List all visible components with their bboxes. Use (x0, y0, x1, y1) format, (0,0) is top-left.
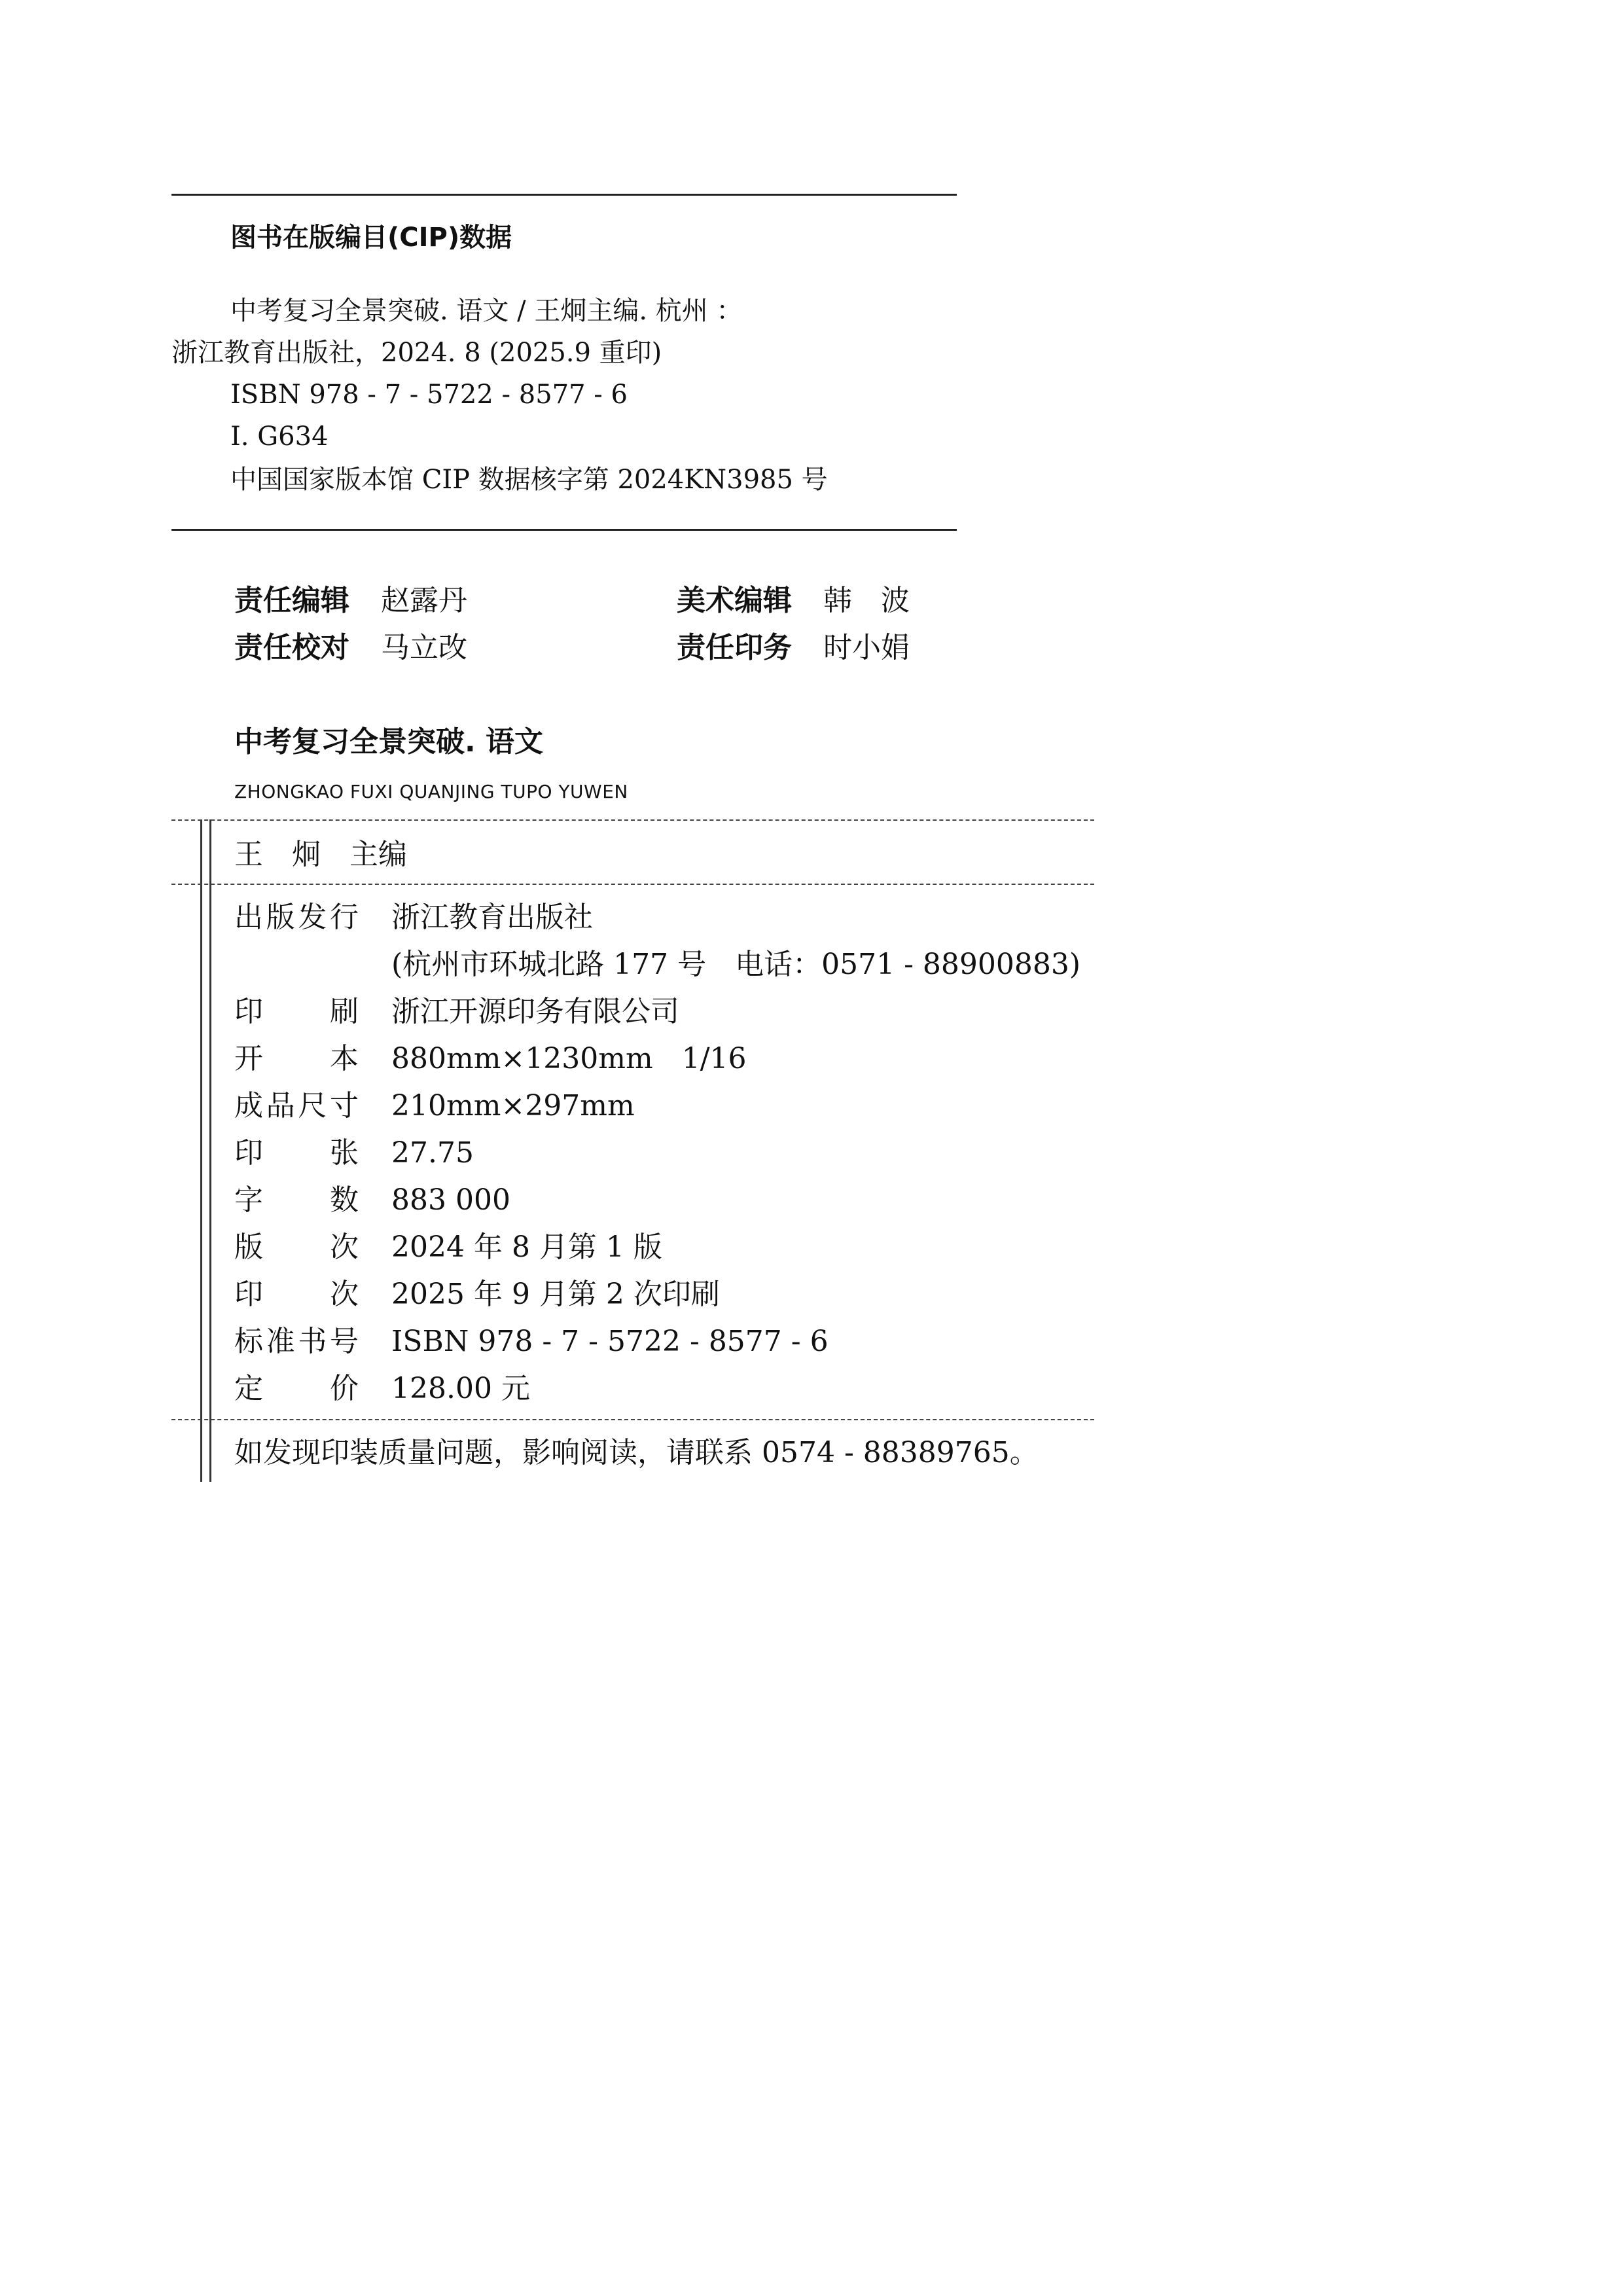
detail-label: 成品尺寸 (234, 1089, 359, 1122)
detail-label: 版 次 (234, 1230, 359, 1264)
detail-label: 印 张 (234, 1136, 359, 1170)
cip-heading: 图书在版编目(CIP)数据 (230, 223, 512, 253)
detail-value: 2024 年 8 月第 1 版 (391, 1230, 662, 1264)
cip-verification: 中国国家版本馆 CIP 数据核字第 2024KN3985 号 (230, 465, 828, 495)
detail-row-price (234, 1371, 530, 1407)
cip-top-rule (171, 194, 957, 196)
detail-row-isbn (234, 1323, 829, 1360)
detail-row-printer (234, 994, 679, 1030)
editor-role: 责任校对 (234, 631, 349, 664)
detail-row-address (234, 946, 1080, 983)
editor-role: 责任印务 (677, 631, 792, 664)
editor-name: 赵露丹 (381, 584, 467, 617)
detail-row-edition (234, 1229, 662, 1266)
detail-label: 标准书号 (234, 1325, 359, 1358)
detail-row-printing (234, 1276, 720, 1313)
editor-role: 美术编辑 (677, 584, 792, 617)
editor-name: 时小娟 (823, 631, 910, 664)
detail-label: 字 数 (234, 1183, 359, 1217)
dashed-rule-3 (171, 1419, 1094, 1420)
detail-value: (杭州市环城北路 177 号 电话：0571 - 88900883) (391, 948, 1081, 981)
detail-value: 883 000 (391, 1183, 510, 1217)
editor-name: 马立改 (381, 631, 467, 664)
detail-row-publisher (234, 899, 593, 936)
detail-row-sheets (234, 1135, 474, 1172)
cip-classification: Ⅰ. G634 (230, 422, 329, 452)
left-double-rule-outer (200, 819, 202, 1482)
dashed-rule-1 (171, 819, 1094, 821)
editor-right-2 (677, 630, 910, 666)
left-double-rule-inner (209, 819, 211, 1482)
cip-line-2: 浙江教育出版社，2024. 8 (2025.9 重印) (171, 338, 662, 368)
detail-value: 浙江教育出版社 (391, 901, 593, 934)
detail-row-format (234, 1041, 747, 1077)
detail-label: 开 本 (234, 1042, 359, 1075)
book-title: 中考复习全景突破. 语文 (234, 725, 544, 759)
detail-value: 128.00 元 (391, 1372, 530, 1405)
editor-name: 韩 波 (823, 584, 910, 617)
detail-value: 880mm×1230mm 1/16 (391, 1042, 747, 1075)
detail-label: 出版发行 (234, 901, 359, 934)
detail-row-trim-size (234, 1088, 635, 1124)
cip-isbn: ISBN 978 - 7 - 5722 - 8577 - 6 (230, 380, 628, 410)
detail-label: 印 次 (234, 1278, 359, 1311)
detail-row-word-count (234, 1182, 510, 1219)
cip-bottom-rule (171, 529, 957, 531)
detail-value: 27.75 (391, 1136, 474, 1170)
book-title-pinyin: ZHONGKAO FUXI QUANJING TUPO YUWEN (234, 781, 628, 802)
quality-notice: 如发现印装质量问题，影响阅读，请联系 0574 - 88389765。 (234, 1436, 1039, 1469)
detail-value: 210mm×297mm (391, 1089, 635, 1122)
detail-label: 定 价 (234, 1372, 359, 1405)
detail-value: ISBN 978 - 7 - 5722 - 8577 - 6 (391, 1325, 829, 1358)
editor-left-2 (234, 630, 467, 666)
detail-label: 印 刷 (234, 995, 359, 1028)
editor-right-1 (677, 583, 910, 619)
detail-value: 浙江开源印务有限公司 (391, 995, 679, 1028)
book-author: 王 炯 主编 (234, 838, 407, 871)
dashed-rule-2 (171, 884, 1094, 885)
cip-line-1: 中考复习全景突破. 语文 / 王炯主编. 杭州 ： (230, 296, 743, 326)
detail-value: 2025 年 9 月第 2 次印刷 (391, 1278, 720, 1311)
editor-left-1 (234, 583, 467, 619)
editor-role: 责任编辑 (234, 584, 349, 617)
